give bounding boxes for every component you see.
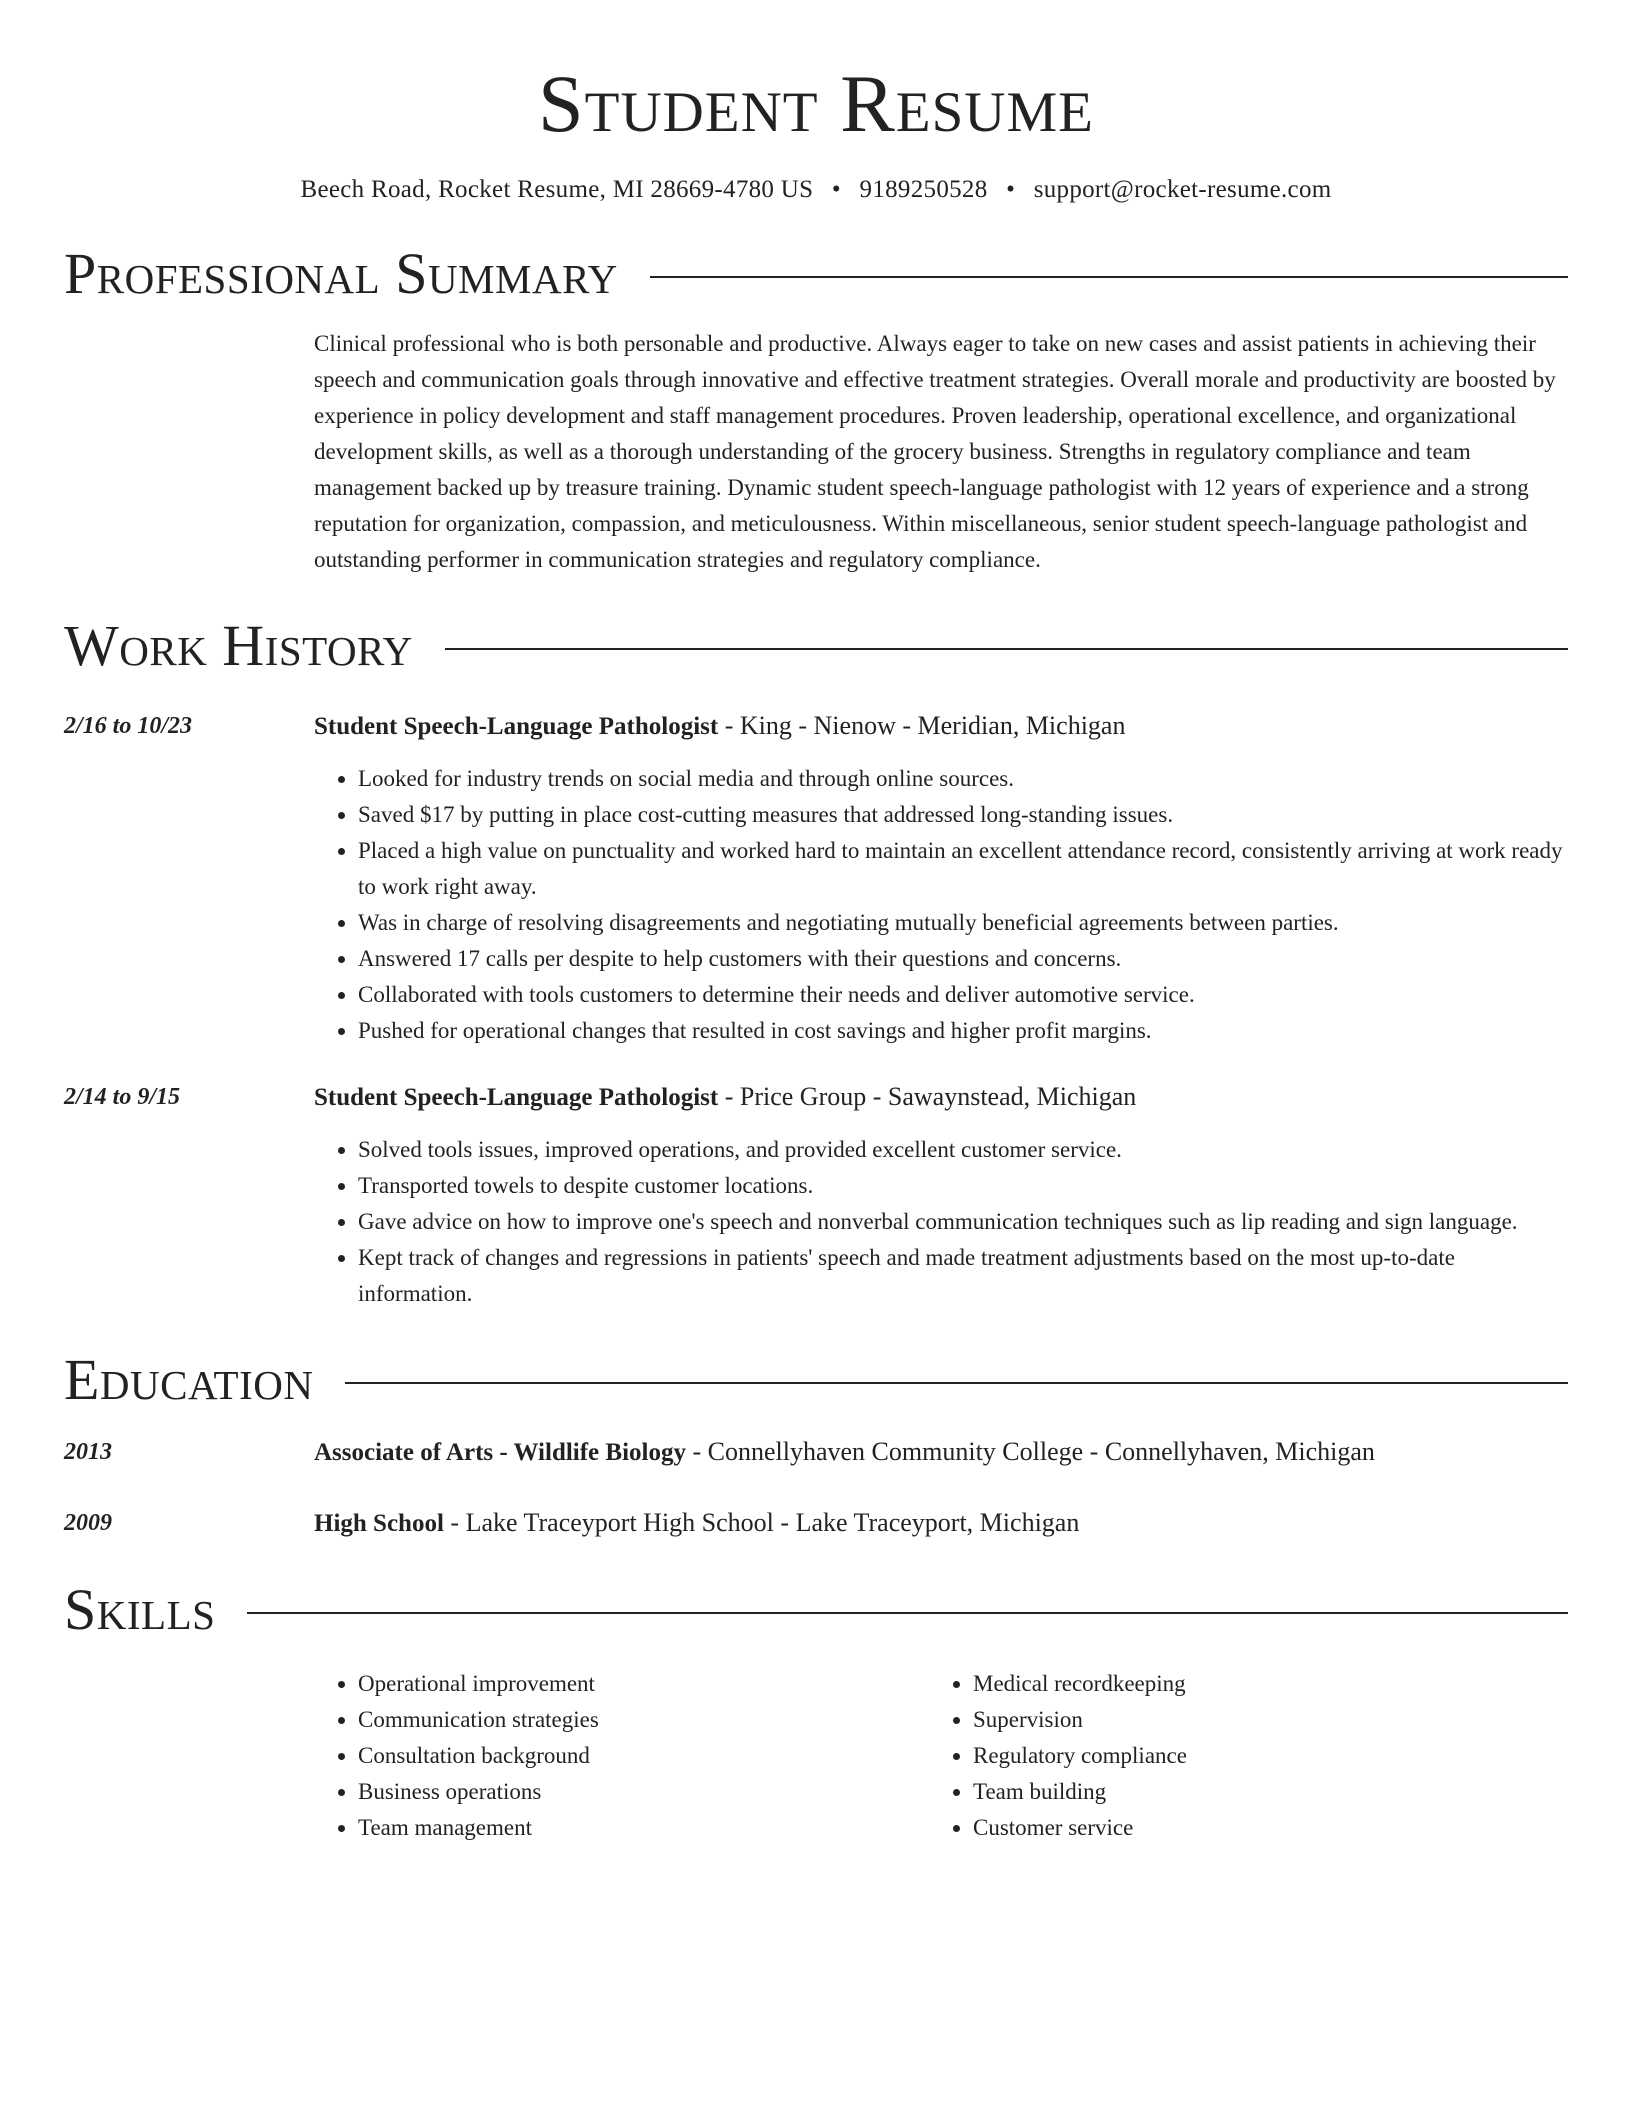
contact-separator: • <box>831 176 841 203</box>
education-degree: Associate of Arts - Wildlife Biology <box>314 1439 686 1466</box>
section-divider <box>445 648 1568 650</box>
section-divider <box>650 276 1568 278</box>
job-details <box>314 1079 1568 1312</box>
summary-heading: Professional Summary <box>64 241 618 306</box>
job-title: Student Speech-Language Pathologist <box>314 1084 719 1111</box>
skills-column-left <box>314 1666 929 1846</box>
skills-section-header <box>64 1578 1568 1642</box>
job-bullet: • Looked for industry trends on social media and through online sources. <box>358 761 1568 797</box>
job-employer: - Price Group - Sawaynstead, Michigan <box>718 1082 1137 1111</box>
skill-item: • Customer service <box>973 1810 1544 1846</box>
skills-list <box>314 1666 1568 1846</box>
education-heading: Education <box>64 1347 314 1412</box>
job-bullet: • Was in charge of resolving disagreements and negotiating mutually beneficial agreements between parties. <box>358 905 1568 941</box>
education-details <box>314 1505 1568 1542</box>
education-degree: High School <box>314 1510 444 1537</box>
contact-email: support@rocket-resume.com <box>1033 176 1332 203</box>
job-entry <box>64 708 1568 1049</box>
job-title-line <box>314 708 1568 745</box>
job-dates: 2/16 to 10/23 <box>64 713 193 739</box>
job-bullet: • Saved $17 by putting in place cost-cutting measures that addressed long-standing issues. <box>358 797 1568 833</box>
education-entry <box>64 1505 1568 1542</box>
job-details <box>314 708 1568 1049</box>
job-bullet: • Solved tools issues, improved operations, and provided excellent customer service. <box>358 1132 1568 1168</box>
job-entry <box>64 1079 1568 1312</box>
skill-item: • Supervision <box>973 1702 1544 1738</box>
job-dates: 2/14 to 9/15 <box>64 1084 181 1110</box>
skill-item: • Consultation background <box>358 1738 929 1774</box>
contact-phone: 9189250528 <box>859 176 988 203</box>
job-title: Student Speech-Language Pathologist <box>314 713 719 740</box>
job-bullets <box>314 761 1568 1049</box>
skill-item: • Communication strategies <box>358 1702 929 1738</box>
skill-item: • Regulatory compliance <box>973 1738 1544 1774</box>
section-divider <box>247 1612 1568 1614</box>
skill-item: • Team management <box>358 1810 929 1846</box>
job-bullets <box>314 1132 1568 1312</box>
job-bullet: • Collaborated with tools customers to determine their needs and deliver automotive service. <box>358 977 1568 1013</box>
education-school: - Connellyhaven Community College - Connellyhaven, Michigan <box>685 1437 1375 1466</box>
work-section-header <box>64 614 1568 678</box>
work-heading: Work History <box>64 613 413 678</box>
skill-item: • Team building <box>973 1774 1544 1810</box>
contact-separator: • <box>1006 176 1016 203</box>
skill-item: • Business operations <box>358 1774 929 1810</box>
job-bullet: • Answered 17 calls per despite to help customers with their questions and concerns. <box>358 941 1568 977</box>
job-bullet: • Kept track of changes and regressions in patients' speech and made treatment adjustments based on the most up-to-date information. <box>358 1240 1568 1312</box>
section-divider <box>345 1382 1568 1384</box>
job-bullet: • Transported towels to despite customer locations. <box>358 1168 1568 1204</box>
job-bullet: • Placed a high value on punctuality and worked hard to maintain an excellent attendance record, consistently arriving at work ready to work right away. <box>358 833 1568 905</box>
education-year: 2009 <box>64 1510 112 1536</box>
job-title-line <box>314 1079 1568 1116</box>
skills-heading: Skills <box>64 1577 216 1642</box>
education-year: 2013 <box>64 1439 112 1465</box>
resume-name: Student Resume <box>538 58 1094 149</box>
job-bullet: • Pushed for operational changes that resulted in cost savings and higher profit margins. <box>358 1013 1568 1049</box>
job-bullet: • Gave advice on how to improve one's speech and nonverbal communication techniques such as lip reading and sign language. <box>358 1204 1568 1240</box>
skills-column-right <box>929 1666 1544 1846</box>
summary-text: Clinical professional who is both personable and productive. Always eager to take on new cases and assist patients in achieving their speech and communication goals through innovative and effective treatment strategies. Overall morale and productivity are boosted by experience in policy development and staff management procedures. Proven leadership, operational excellence, and organizational development skills, as well as a thorough understanding of the grocery business. Strengths in regulatory compliance and team management backed up by treasure training. Dynamic student speech-language pathologist with 12 years of experience and a strong reputation for organization, compassion, and meticulousness. Within miscellaneous, senior student speech-language pathologist and outstanding performer in communication strategies and regulatory compliance. <box>314 331 1556 572</box>
skill-item: • Operational improvement <box>358 1666 929 1702</box>
job-employer: - King - Nienow - Meridian, Michigan <box>718 711 1126 740</box>
education-details <box>314 1434 1568 1471</box>
skill-item: • Medical recordkeeping <box>973 1666 1544 1702</box>
contact-address: Beech Road, Rocket Resume, MI 28669-4780 US <box>300 176 814 203</box>
contact-line <box>64 174 1568 206</box>
education-entry <box>64 1434 1568 1471</box>
education-section-header <box>64 1348 1568 1412</box>
education-school: - Lake Traceyport High School - Lake Traceyport, Michigan <box>443 1508 1080 1537</box>
summary-section-header <box>64 242 1568 306</box>
